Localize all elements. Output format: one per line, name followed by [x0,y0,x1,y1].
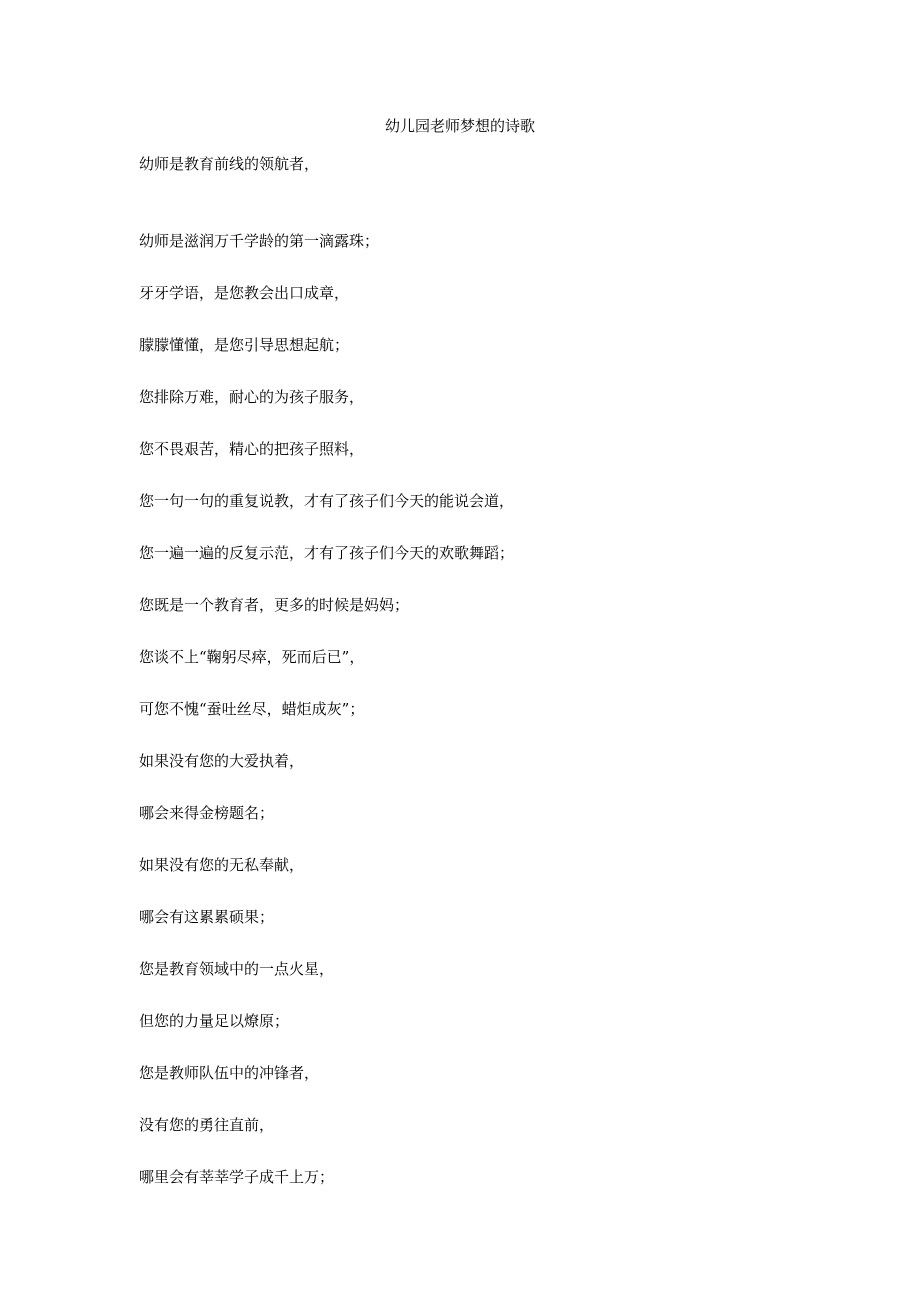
poem-line: 哪会有这累累硕果； [139,908,275,926]
poem-line: 可您不愧“蚕吐丝尽，蜡炬成灰”； [139,700,365,718]
poem-line: 您是教师队伍中的冲锋者， [139,1064,320,1082]
poem-line: 但您的力量足以燎原； [139,1012,290,1030]
poem-line: 您排除万难，耐心的为孩子服务， [139,388,365,406]
poem-line: 您谈不上“鞠躬尽瘁，死而后已”， [139,648,365,666]
poem-line: 您不畏艰苦，精心的把孩子照料， [139,440,365,458]
poem-line: 牙牙学语，是您教会出口成章， [139,284,350,302]
poem-line: 您是教育领域中的一点火星， [139,960,335,978]
poem-line: 您一遍一遍的反复示范，才有了孩子们今天的欢歌舞蹈； [139,544,515,562]
poem-line: 如果没有您的无私奉献， [139,856,305,874]
poem-line: 您一句一句的重复说教，才有了孩子们今天的能说会道， [139,492,515,510]
page-title: 幼儿园老师梦想的诗歌 [384,117,535,135]
poem-line: 哪会来得金榜题名； [139,804,275,822]
poem-line: 幼师是教育前线的领航者， [139,155,320,173]
poem-line: 幼师是滋润万千学龄的第一滴露珠； [139,232,380,250]
poem-line: 哪里会有莘莘学子成千上万； [139,1168,335,1186]
poem-line: 没有您的勇往直前， [139,1116,275,1134]
poem-line: 您既是一个教育者，更多的时候是妈妈； [139,596,410,614]
poem-line: 如果没有您的大爱执着， [139,752,305,770]
poem-line: 朦朦懂懂，是您引导思想起航； [139,336,350,354]
